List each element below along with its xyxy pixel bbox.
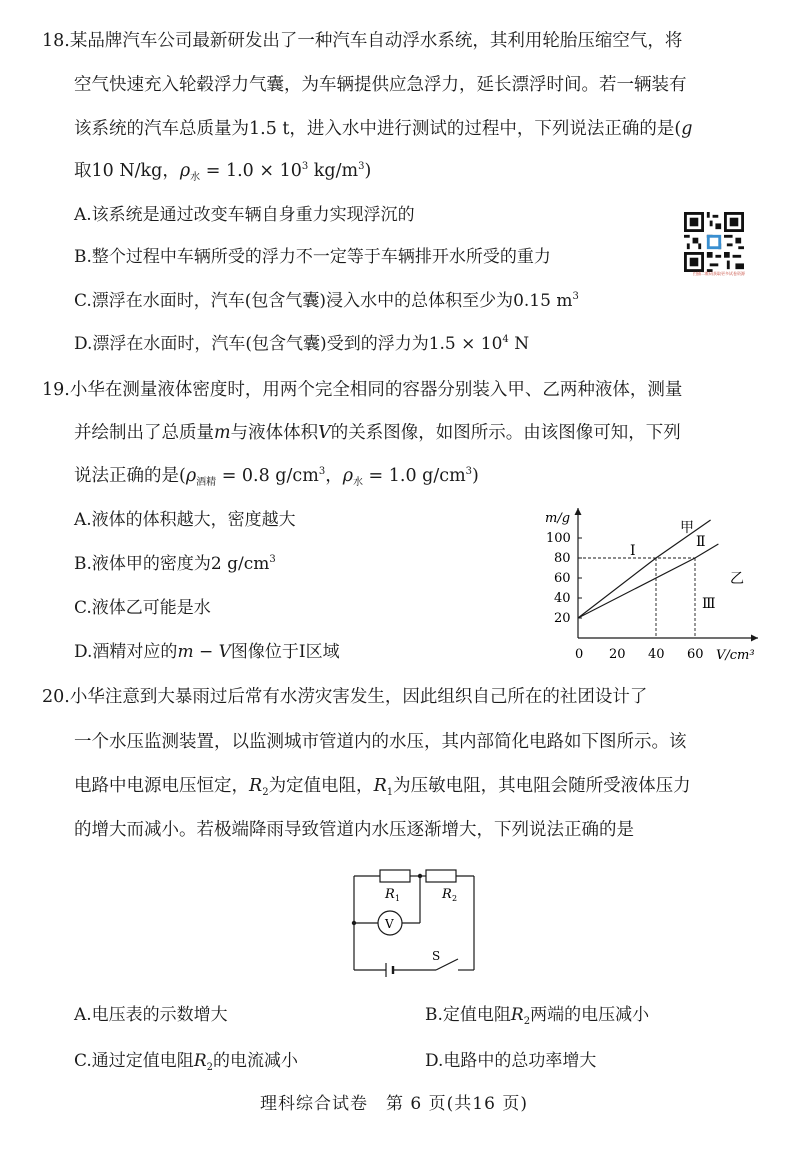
label-r2: R — [442, 887, 452, 902]
q18-line-4: 取10 N/kg，$\rho_水 = 1.0 \times 10^3$ $kg/m^3$) — [74, 161, 372, 183]
switch-label: S — [432, 949, 441, 963]
q19-option-c: C.液体乙可能是水 — [74, 598, 211, 618]
series-label-yi: 乙 — [730, 571, 744, 587]
chart-guide-lines — [578, 558, 695, 638]
q18-option-c: C.漂浮在水面时，汽车(包含气囊)浸入水中的总体积至少为0.15 $m^3$ — [74, 291, 579, 311]
q19-number: 19. — [42, 380, 70, 400]
q18-line-1: 18.某品牌汽车公司最新研发出了一种汽车自动浮水系统，其利用轮胎压缩空气，将 — [42, 31, 683, 51]
q19-line-3: 说法正确的是($\rho_{酒精} = 0.8$ $g/cm^3$，$\rho_水 = 1.0$ $g/cm^3$) — [74, 466, 479, 488]
y-tick-label: 60 — [554, 571, 571, 586]
q20-option-c: C.通过定值电阻$R_2$的电流减小 — [74, 1051, 298, 1073]
x-tick-label: 0 — [575, 647, 584, 662]
region-label-iii: Ⅲ — [702, 596, 716, 612]
series-line-yi — [578, 544, 718, 618]
region-label-ii: Ⅱ — [696, 534, 706, 550]
chart-tick-labels — [546, 531, 704, 662]
page-footer: 理科综合试卷 第 6 页(共16 页) — [260, 1094, 528, 1114]
q20-option-d: D.电路中的总功率增大 — [425, 1051, 597, 1071]
q20-line-4: 的增大而减小。若极端降雨导致管道内水压逐渐增大，下列说法正确的是 — [74, 820, 634, 840]
chart-series-labels — [680, 520, 744, 587]
x-axis-label: V/cm³ — [716, 648, 755, 663]
q18-line-2: 空气快速充入轮毂浮力气囊，为车辆提供应急浮力，延长漂浮时间。若一辆装有 — [74, 75, 687, 95]
x-tick-label: 20 — [609, 647, 626, 662]
series-label-jia: 甲 — [680, 520, 694, 536]
label-r1: R — [385, 887, 395, 902]
x-tick-label: 60 — [687, 647, 704, 662]
q20-line-2: 一个水压监测装置，以监测城市管道内的水压，其内部简化电路如下图所示。该 — [74, 732, 687, 752]
q20-line-1: 20.小华注意到大暴雨过后常有水涝灾害发生，因此组织自己所在的社团设计了 — [42, 687, 648, 707]
q20-option-a: A.电压表的示数增大 — [74, 1005, 228, 1025]
q18-option-d: D.漂浮在水面时，汽车(包含气囊)受到的浮力为$1.5 \times 10^4$ N — [74, 334, 530, 354]
q19-line-2: 并绘制出了总质量m与液体体积V的关系图像，如图所示。由该图像可知，下列 — [74, 423, 681, 443]
resistor-r2 — [426, 870, 456, 882]
qr-code-image — [682, 212, 746, 272]
q20-number: 20. — [42, 687, 70, 707]
q20-option-b: B.定值电阻$R_2$两端的电压减小 — [425, 1005, 650, 1027]
mass-volume-chart — [530, 500, 770, 670]
y-tick-label: 20 — [554, 611, 571, 626]
q18-option-b: B.整个过程中车辆所受的浮力不一定等于车辆排开水所受的重力 — [74, 247, 551, 267]
q19-line-1: 19.小华在测量液体密度时，用两个完全相同的容器分别装入甲、乙两种液体，测量 — [42, 380, 683, 400]
q18-number: 18. — [42, 31, 70, 51]
q19-option-a: A.液体的体积越大，密度越大 — [74, 510, 296, 530]
x-tick-label: 40 — [648, 647, 665, 662]
y-tick-label: 100 — [546, 531, 571, 546]
svg-text:2: 2 — [452, 894, 458, 903]
y-axis-label: m/g — [545, 511, 571, 526]
svg-text:1: 1 — [395, 894, 401, 903]
q18-option-a: A.该系统是通过改变车辆自身重力实现浮沉的 — [74, 205, 415, 225]
qr-caption: 扫描二维码获取更多试卷资源 — [693, 271, 745, 276]
resistor-r1 — [380, 870, 410, 882]
region-label-i: Ⅰ — [630, 543, 636, 559]
circuit-diagram — [340, 860, 490, 980]
q19-option-b: B.液体甲的密度为2 $g/cm^3$ — [74, 554, 276, 574]
y-tick-label: 80 — [554, 551, 571, 566]
voltmeter-label: V — [385, 917, 394, 931]
q18-line-3: 该系统的汽车总质量为1.5 t，进入水中进行测试的过程中，下列说法正确的是(g — [74, 119, 693, 139]
y-tick-label: 40 — [554, 591, 571, 606]
q20-line-3: 电路中电源电压恒定，$R_2$为定值电阻，$R_1$为压敏电阻，其电阻会随所受液体压力 — [74, 776, 691, 798]
q19-option-d: D.酒精对应的m − V图像位于Ⅰ区域 — [74, 642, 340, 662]
